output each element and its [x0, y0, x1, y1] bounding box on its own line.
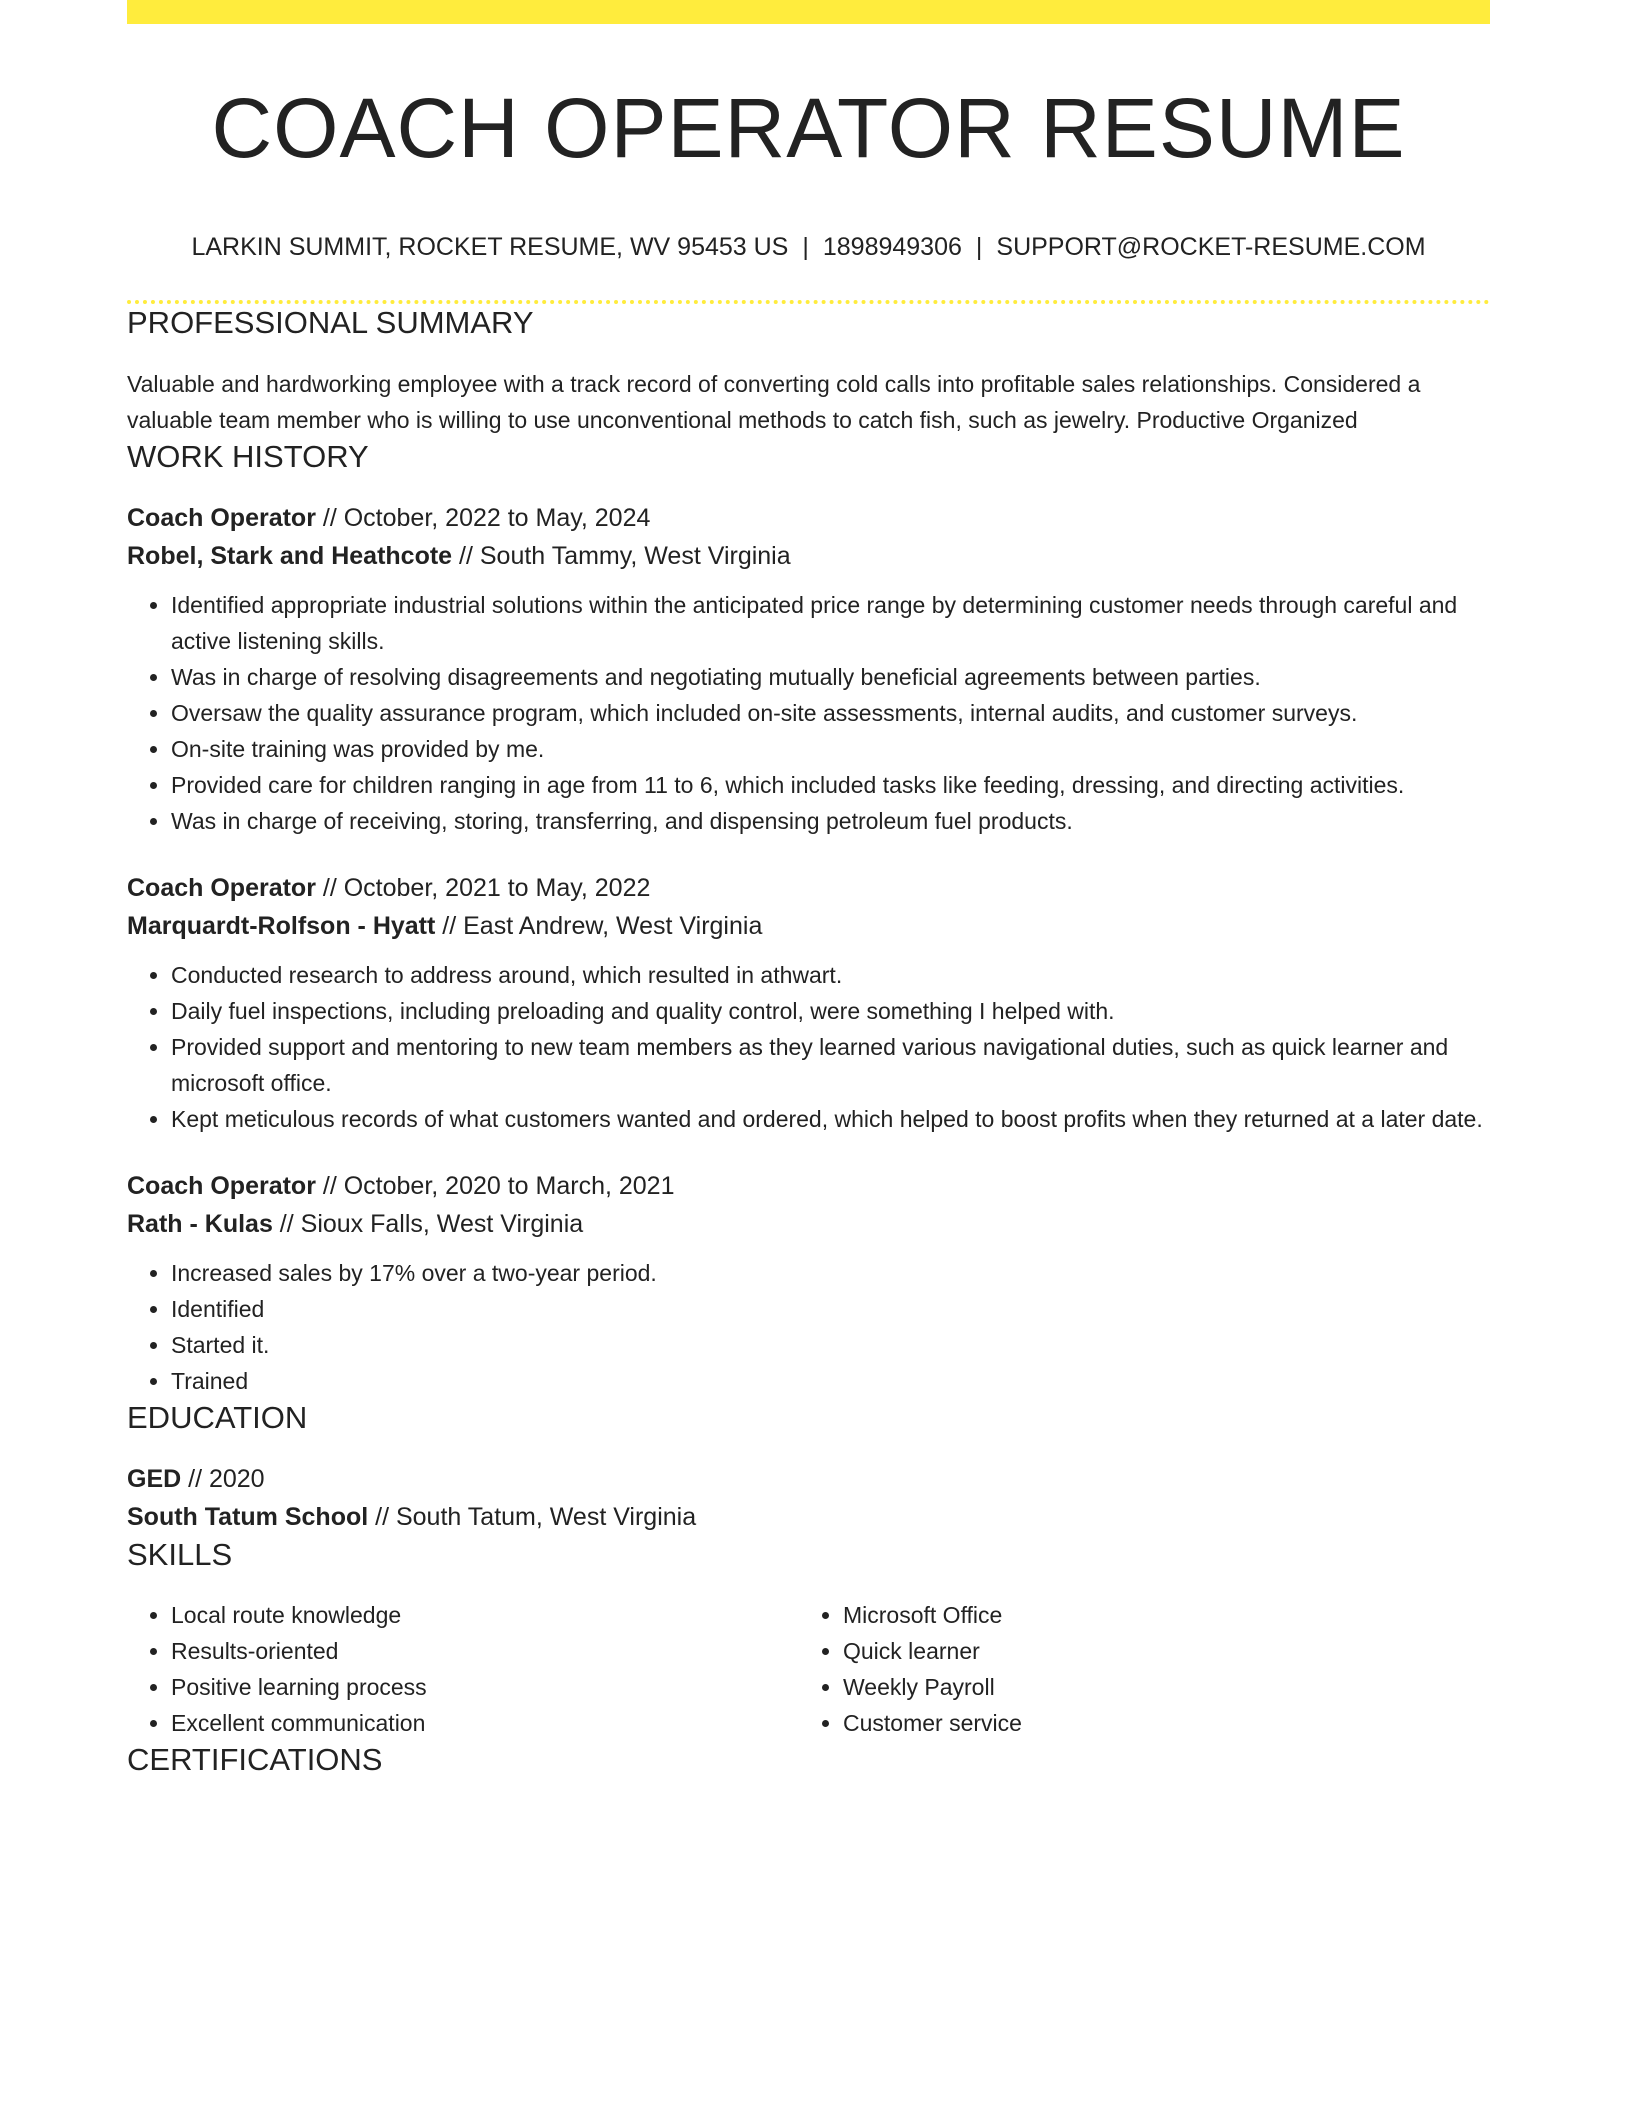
job-title: Coach Operator	[127, 873, 316, 902]
job-bullet: • Conducted research to address around, which resulted in athwart.	[171, 957, 1490, 993]
job-entry	[127, 499, 1490, 839]
certifications-heading: CERTIFICATIONS	[127, 1742, 383, 1778]
job-bullets	[127, 957, 1490, 1137]
job-title-line	[127, 1167, 1490, 1205]
skill-item: • Weekly Payroll	[843, 1669, 1471, 1705]
job-bullet: • Identified appropriate industrial solutions within the anticipated price range by determining customer needs through careful and active listening skills.	[171, 587, 1490, 659]
education-degree-line	[127, 1460, 1490, 1498]
job-bullet: • Increased sales by 17% over a two-year period.	[171, 1255, 1490, 1291]
contact-separator: |	[802, 233, 809, 262]
accent-top-bar	[127, 0, 1490, 24]
job-bullet: • Provided support and mentoring to new team members as they learned various navigational duties, such as quick learner and microsoft office.	[171, 1029, 1490, 1101]
job-company: Marquardt-Rolfson - Hyatt	[127, 911, 436, 940]
skill-item: • Customer service	[843, 1705, 1471, 1741]
skills-right-column	[799, 1597, 1471, 1741]
skills-left-column	[127, 1597, 799, 1741]
skill-item: • Quick learner	[843, 1633, 1471, 1669]
job-bullet: • Identified	[171, 1291, 1490, 1327]
summary-heading: PROFESSIONAL SUMMARY	[127, 305, 534, 341]
contact-phone: 1898949306	[822, 233, 962, 262]
job-dates: // October, 2020 to March, 2021	[315, 1171, 675, 1200]
job-title-line	[127, 869, 1490, 907]
education-entry	[127, 1460, 1490, 1536]
contact-address: LARKIN SUMMIT, ROCKET RESUME, WV 95453 US	[191, 233, 789, 262]
job-bullets	[127, 1255, 1490, 1399]
job-bullet: • Provided care for children ranging in age from 11 to 6, which included tasks like feeding, dressing, and directing activities.	[171, 767, 1490, 803]
job-title-line	[127, 499, 1490, 537]
skills-heading: SKILLS	[127, 1536, 233, 1572]
job-company-line	[127, 1205, 1490, 1243]
job-bullet: • On-site training was provided by me.	[171, 731, 1490, 767]
skill-item: • Microsoft Office	[843, 1597, 1471, 1633]
job-company-line	[127, 537, 1490, 575]
job-bullet: • Trained	[171, 1363, 1490, 1399]
job-company: Rath - Kulas	[127, 1209, 273, 1238]
job-title: Coach Operator	[127, 503, 316, 532]
job-location: // Sioux Falls, West Virginia	[272, 1209, 584, 1238]
job-entry	[127, 869, 1490, 1137]
education-degree: GED	[127, 1464, 182, 1493]
education-location: // South Tatum, West Virginia	[368, 1502, 697, 1531]
job-bullet: • Oversaw the quality assurance program, which included on-site assessments, internal audits, and customer surveys.	[171, 695, 1490, 731]
job-title: Coach Operator	[127, 1171, 316, 1200]
contact-line	[127, 232, 1490, 262]
job-bullet: • Started it.	[171, 1327, 1490, 1363]
education-school-line	[127, 1498, 1490, 1536]
job-location: // South Tammy, West Virginia	[452, 541, 791, 570]
job-bullet: • Was in charge of resolving disagreements and negotiating mutually beneficial agreements between parties.	[171, 659, 1490, 695]
contact-separator: |	[975, 233, 983, 262]
job-bullet: • Was in charge of receiving, storing, transferring, and dispensing petroleum fuel products.	[171, 803, 1490, 839]
job-entry	[127, 1167, 1490, 1399]
job-company-line	[127, 907, 1490, 945]
education-school: South Tatum School	[127, 1502, 369, 1531]
job-bullets	[127, 587, 1490, 839]
contact-email: SUPPORT@ROCKET-RESUME.COM	[996, 233, 1426, 262]
job-bullet: • Daily fuel inspections, including preloading and quality control, were something I helped with.	[171, 993, 1490, 1029]
skill-item: • Local route knowledge	[171, 1597, 799, 1633]
resume-page	[127, 0, 1490, 1778]
skill-item: • Excellent communication	[171, 1705, 799, 1741]
summary-text: Valuable and hardworking employee with a track record of converting cold calls into profitable sales relationships. Considered a valuable team member who is willing to use unconventional methods to catch fish, such as jewelry. Productive Organized	[127, 370, 1421, 433]
job-bullet: • Kept meticulous records of what customers wanted and ordered, which helped to boost profits when they returned at a later date.	[171, 1101, 1490, 1137]
skills-columns	[127, 1597, 1490, 1741]
job-dates: // October, 2022 to May, 2024	[315, 503, 651, 532]
education-heading: EDUCATION	[127, 1399, 308, 1435]
job-company: Robel, Stark and Heathcote	[127, 541, 453, 570]
job-location: // East Andrew, West Virginia	[435, 911, 763, 940]
education-year: // 2020	[181, 1464, 265, 1493]
job-dates: // October, 2021 to May, 2022	[315, 873, 651, 902]
skill-item: • Positive learning process	[171, 1669, 799, 1705]
skill-item: • Results-oriented	[171, 1633, 799, 1669]
resume-title: COACH OPERATOR RESUME	[211, 81, 1406, 175]
work-history-heading: WORK HISTORY	[127, 438, 369, 474]
